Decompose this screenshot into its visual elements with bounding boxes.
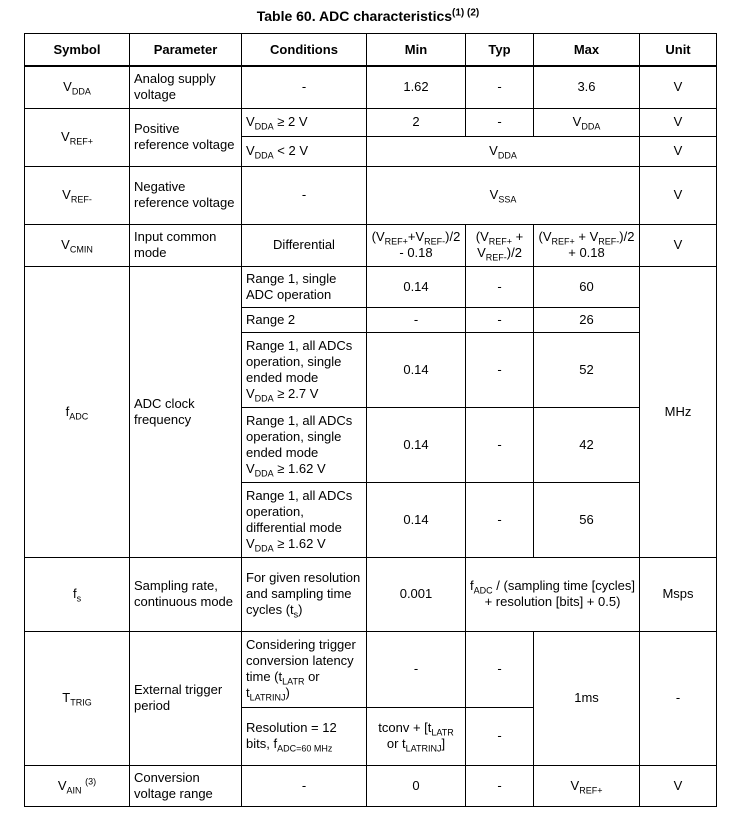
title-footnotes: (1) (2) bbox=[452, 7, 480, 19]
table-title: Table 60. ADC characteristics$^{(1) (2)}$ bbox=[256, 7, 480, 24]
table-row bbox=[25, 224, 717, 266]
min-cell: 1.62 bbox=[367, 66, 466, 108]
symbol-cell: $V_{AIN}$ $^{(3)}$ bbox=[25, 765, 130, 806]
min-cell: 0.14 bbox=[367, 482, 466, 557]
typ-cell: - bbox=[466, 407, 534, 482]
header-row bbox=[25, 34, 717, 67]
table-row bbox=[25, 66, 717, 108]
unit-cell: V bbox=[640, 66, 717, 108]
conditions-cell: Resolution = 12 bits, $f_{ADC=60 MHz}$ bbox=[242, 707, 367, 765]
conditions-cell: - bbox=[242, 166, 367, 224]
conditions-cell: Considering trigger conversion latency time ($t_{LATR}$ or $t_{LATRINJ}$) bbox=[242, 631, 367, 707]
typ-cell: $(V_{REF+} + V_{REF-})/2$ bbox=[466, 224, 534, 266]
table-row bbox=[25, 631, 717, 707]
conditions-cell: Range 1, all ADCs operation, single ended mode $V_{DDA} \ge 2.7$ V bbox=[242, 332, 367, 407]
typ-cell: - bbox=[466, 332, 534, 407]
parameter-cell: Positive reference voltage bbox=[130, 108, 242, 166]
typ-cell: - bbox=[466, 707, 534, 765]
max-cell: 42 bbox=[534, 407, 640, 482]
max-cell: 56 bbox=[534, 482, 640, 557]
min-cell: 0.001 bbox=[367, 557, 466, 631]
typ-cell: - bbox=[466, 482, 534, 557]
typ-cell: - bbox=[466, 307, 534, 332]
unit-cell: V bbox=[640, 224, 717, 266]
header-min: Min bbox=[367, 34, 466, 67]
adc-characteristics-table bbox=[24, 33, 717, 807]
symbol-cell: $V_{REF-}$ bbox=[25, 166, 130, 224]
merged-value-cell: $V_{SSA}$ bbox=[367, 166, 640, 224]
header-conditions: Conditions bbox=[242, 34, 367, 67]
header-unit: Unit bbox=[640, 34, 717, 67]
parameter-cell: Conversion voltage range bbox=[130, 765, 242, 806]
max-cell: 1ms bbox=[534, 631, 640, 765]
parameter-cell: Analog supply voltage bbox=[130, 66, 242, 108]
table-row bbox=[25, 108, 717, 136]
max-cell: 3.6 bbox=[534, 66, 640, 108]
conditions-cell: - bbox=[242, 765, 367, 806]
min-cell: - bbox=[367, 631, 466, 707]
typ-cell: - bbox=[466, 108, 534, 136]
parameter-cell: Negative reference voltage bbox=[130, 166, 242, 224]
symbol-cell: $V_{CMIN}$ bbox=[25, 224, 130, 266]
conditions-cell: Range 1, all ADCs operation, single ended mode $V_{DDA} \ge 1.62$ V bbox=[242, 407, 367, 482]
parameter-cell: ADC clock frequency bbox=[130, 266, 242, 557]
parameter-cell: Input common mode bbox=[130, 224, 242, 266]
max-cell: 26 bbox=[534, 307, 640, 332]
max-cell: 60 bbox=[534, 266, 640, 307]
unit-cell: V bbox=[640, 108, 717, 136]
typ-cell: - bbox=[466, 266, 534, 307]
parameter-cell: Sampling rate, continuous mode bbox=[130, 557, 242, 631]
max-cell: $V_{REF+}$ bbox=[534, 765, 640, 806]
min-cell: 0.14 bbox=[367, 266, 466, 307]
header-parameter: Parameter bbox=[130, 34, 242, 67]
header-typ: Typ bbox=[466, 34, 534, 67]
unit-cell: - bbox=[640, 631, 717, 765]
typ-cell: - bbox=[466, 765, 534, 806]
symbol-cell: $f_s$ bbox=[25, 557, 130, 631]
symbol-cell: $V_{DDA}$ bbox=[25, 66, 130, 108]
symbol-cell: $T_{TRIG}$ bbox=[25, 631, 130, 765]
conditions-cell: $V_{DDA} \ge 2$ V bbox=[242, 108, 367, 136]
unit-cell: V bbox=[640, 166, 717, 224]
conditions-cell: Range 1, all ADCs operation, differential mode $V_{DDA} \ge 1.62$ V bbox=[242, 482, 367, 557]
conditions-cell: For given resolution and sampling time cycles $(t_s)$ bbox=[242, 557, 367, 631]
unit-cell: Msps bbox=[640, 557, 717, 631]
min-cell: - bbox=[367, 307, 466, 332]
min-cell: tconv + [$t_{LATR}$ or $t_{LATRINJ}$] bbox=[367, 707, 466, 765]
min-cell: 2 bbox=[367, 108, 466, 136]
parameter-cell: External trigger period bbox=[130, 631, 242, 765]
unit-cell: MHz bbox=[640, 266, 717, 557]
table-row bbox=[25, 266, 717, 307]
conditions-cell: Differential bbox=[242, 224, 367, 266]
conditions-cell: - bbox=[242, 66, 367, 108]
conditions-cell: Range 1, single ADC operation bbox=[242, 266, 367, 307]
table-row bbox=[25, 557, 717, 631]
typ-cell: - bbox=[466, 631, 534, 707]
merged-value-cell: $f_{ADC}$ / (sampling time [cycles] + resolution [bits] + 0.5) bbox=[466, 557, 640, 631]
header-symbol: Symbol bbox=[25, 34, 130, 67]
conditions-cell: Range 2 bbox=[242, 307, 367, 332]
min-cell: 0 bbox=[367, 765, 466, 806]
symbol-cell: $f_{ADC}$ bbox=[25, 266, 130, 557]
table-row bbox=[25, 765, 717, 806]
max-cell: 52 bbox=[534, 332, 640, 407]
conditions-cell: $V_{DDA} < 2$ V bbox=[242, 136, 367, 166]
max-cell: $(V_{REF+} + V_{REF-})/2 + 0.18$ bbox=[534, 224, 640, 266]
table-row bbox=[25, 166, 717, 224]
typ-cell: - bbox=[466, 66, 534, 108]
min-cell: $(V_{REF+}+V_{REF-})/2 - 0.18$ bbox=[367, 224, 466, 266]
min-cell: 0.14 bbox=[367, 407, 466, 482]
merged-value-cell: $V_{DDA}$ bbox=[367, 136, 640, 166]
header-max: Max bbox=[534, 34, 640, 67]
max-cell: $V_{DDA}$ bbox=[534, 108, 640, 136]
unit-cell: V bbox=[640, 765, 717, 806]
symbol-cell: $V_{REF+}$ bbox=[25, 108, 130, 166]
unit-cell: V bbox=[640, 136, 717, 166]
min-cell: 0.14 bbox=[367, 332, 466, 407]
